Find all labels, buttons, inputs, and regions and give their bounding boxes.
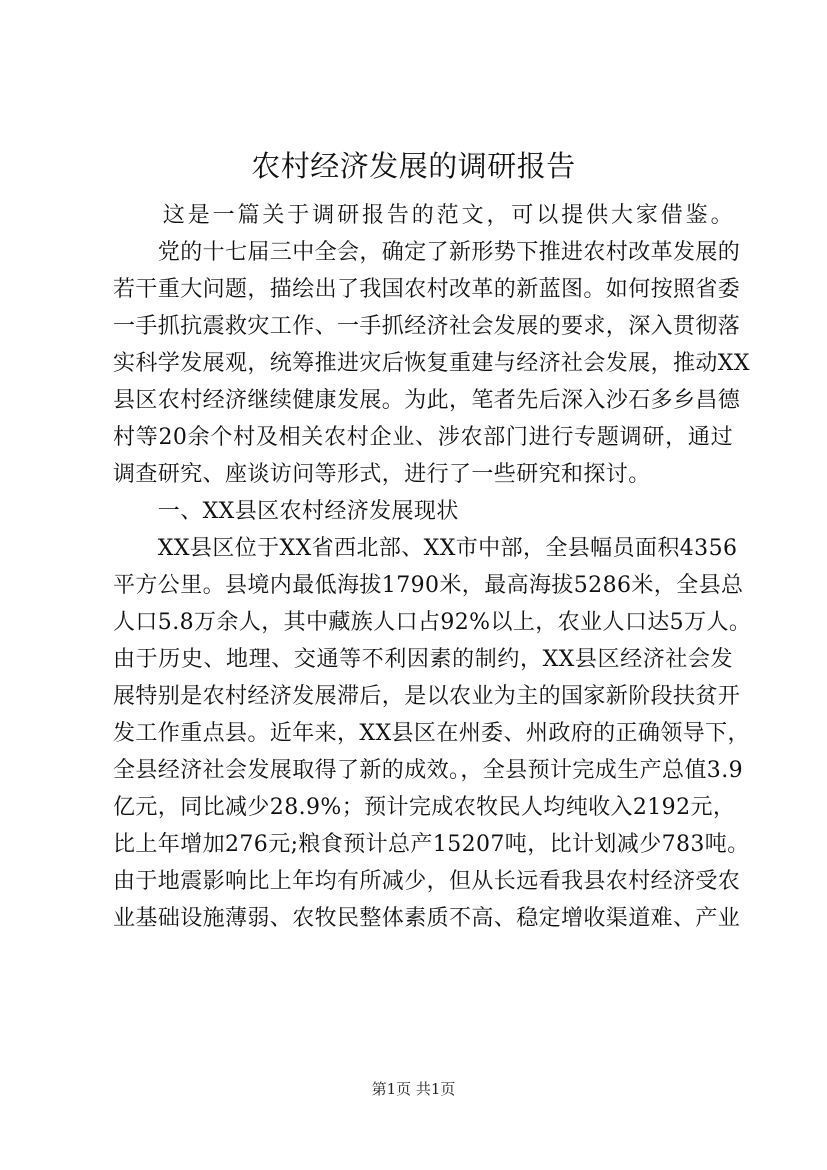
document-title: 农村经济发展的调研报告 (251, 149, 576, 183)
paragraph-line: 人口5.8万余人，其中藏族人口占92%以上，农业人口达5万人。 (113, 610, 752, 635)
section-heading: 一、XX县区农村经济发展现状 (113, 499, 459, 524)
paragraph-line: 比上年增加276元;粮食预计总产15207吨，比计划减少783吨。 (113, 832, 750, 857)
paragraph-line: 由于历史、地理、交通等不利因素的制约，XX县区经济社会发 (113, 647, 733, 672)
paragraph-line: 全县经济社会发展取得了新的成效。，全县预计完成生产总值3.9 (113, 758, 743, 783)
paragraph-line: 由于地震影响比上年均有所减少，但从长远看我县农村经济受农 (113, 869, 741, 894)
paragraph-line: 这是一篇关于调研报告的范文，可以提供大家借鉴。 (113, 203, 733, 228)
paragraph-line: XX县区位于XX省西北部、XX市中部，全县幅员面积4356 (113, 536, 738, 561)
paragraph-line: 实科学发展观，统筹推进灾后恢复重建与经济社会发展，推动XX (113, 351, 750, 376)
paragraph-line: 亿元，同比减少28.9%；预计完成农牧民人均纯收入2192元， (113, 795, 736, 820)
paragraph-line: 县区农村经济继续健康发展。为此，笔者先后深入沙石多乡昌德 (113, 388, 741, 413)
paragraph-line: 村等20余个村及相关农村企业、涉农部门进行专题调研，通过 (113, 425, 733, 450)
paragraph-line: 若干重大问题，描绘出了我国农村改革的新蓝图。如何按照省委 (113, 277, 741, 302)
paragraph-line: 平方公里。县境内最低海拔1790米，最高海拔5286米，全县总 (113, 573, 744, 598)
paragraph-line: 一手抓抗震救灾工作、一手抓经济社会发展的要求，深入贯彻落 (113, 314, 741, 339)
paragraph-line: 业基础设施薄弱、农牧民整体素质不高、稳定增收渠道难、产业 (113, 906, 741, 931)
document-body (113, 197, 752, 937)
paragraph-line: 发工作重点县。近年来，XX县区在州委、州政府的正确领导下， (113, 721, 750, 746)
paragraph-line: 展特别是农村经济发展滞后，是以农业为主的国家新阶段扶贫开 (113, 684, 741, 709)
paragraph-line: 调查研究、座谈访问等形式，进行了一些研究和探讨。 (113, 462, 651, 487)
page-footer: 第1页 共1页 (371, 1080, 456, 1098)
paragraph-line: 党的十七届三中全会，确定了新形势下推进农村改革发展的 (113, 240, 741, 265)
